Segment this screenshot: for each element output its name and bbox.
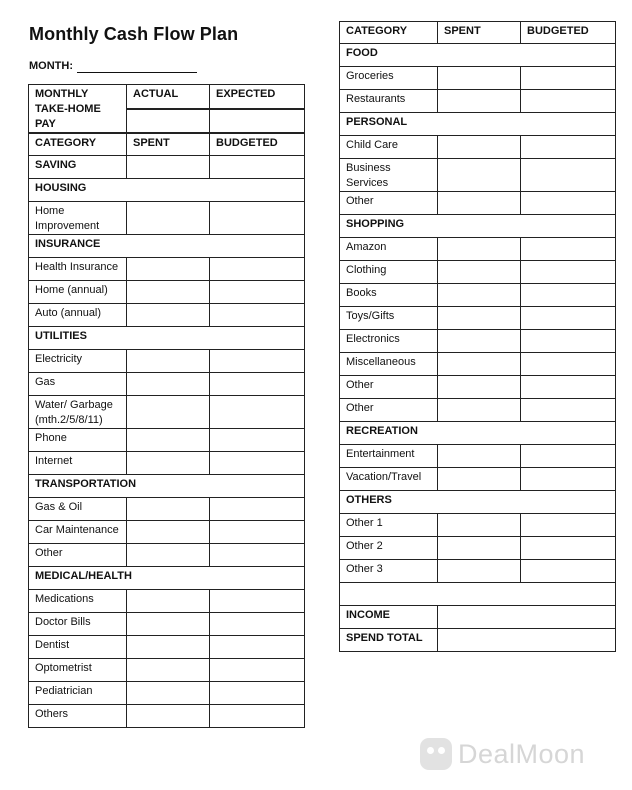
category-label: Others <box>29 705 127 728</box>
budgeted-cell[interactable] <box>521 159 616 192</box>
category-label: Books <box>340 284 438 307</box>
budget-row-other-1 <box>340 514 616 537</box>
budget-row-miscellaneous <box>340 353 616 376</box>
spent-header: SPENT <box>438 22 521 44</box>
expected-header: EXPECTED <box>210 85 305 110</box>
budget-row-water-garbage-mth-2-5-8-11 <box>29 396 305 429</box>
right-column-headers <box>340 22 616 44</box>
category-label: Doctor Bills <box>29 613 127 636</box>
section-label: TRANSPORTATION <box>29 475 305 498</box>
budgeted-cell[interactable] <box>210 659 305 682</box>
category-label: SPEND TOTAL <box>340 629 438 652</box>
category-label: SAVING <box>29 156 127 179</box>
right-budget-table <box>339 21 616 652</box>
spent-cell[interactable] <box>438 376 521 399</box>
budget-row-toys-gifts <box>340 307 616 330</box>
spent-cell[interactable] <box>438 399 521 422</box>
budgeted-cell[interactable] <box>210 613 305 636</box>
page-title: Monthly Cash Flow Plan <box>29 24 239 44</box>
budget-row-other <box>340 399 616 422</box>
budgeted-cell[interactable] <box>210 521 305 544</box>
spent-cell[interactable] <box>127 590 210 613</box>
category-label: Water/ Garbage (mth.2/5/8/11) <box>29 396 127 429</box>
section-row-food <box>340 44 616 67</box>
budget-row-health-insurance <box>29 258 305 281</box>
category-label: Electricity <box>29 350 127 373</box>
budgeted-cell[interactable] <box>521 468 616 491</box>
spent-cell[interactable] <box>127 258 210 281</box>
budgeted-cell[interactable] <box>210 590 305 613</box>
budget-row-phone <box>29 429 305 452</box>
category-label: Miscellaneous <box>340 353 438 376</box>
category-label: Home (annual) <box>29 281 127 304</box>
category-label: Pediatrician <box>29 682 127 705</box>
category-label: Other <box>29 544 127 567</box>
month-label: MONTH: <box>29 60 73 72</box>
category-label: Dentist <box>29 636 127 659</box>
category-label: Entertainment <box>340 445 438 468</box>
category-header: CATEGORY <box>340 22 438 44</box>
budgeted-cell[interactable] <box>210 258 305 281</box>
category-label: Toys/Gifts <box>340 307 438 330</box>
budget-row-other <box>29 544 305 567</box>
actual-header: ACTUAL <box>127 85 210 110</box>
spent-cell[interactable] <box>127 659 210 682</box>
month-input-line[interactable] <box>77 72 197 73</box>
budget-row-home-improvement <box>29 202 305 235</box>
spent-cell[interactable] <box>127 281 210 304</box>
section-row-utilities <box>29 327 305 350</box>
spent-cell[interactable] <box>127 452 210 475</box>
spent-cell[interactable] <box>438 445 521 468</box>
budget-row-doctor-bills <box>29 613 305 636</box>
spent-header: SPENT <box>127 133 210 156</box>
spent-cell[interactable] <box>127 304 210 327</box>
section-label: HOUSING <box>29 179 305 202</box>
category-label: Electronics <box>340 330 438 353</box>
budgeted-cell[interactable] <box>210 498 305 521</box>
category-label: Internet <box>29 452 127 475</box>
budget-row-other-2 <box>340 537 616 560</box>
left-budget-table <box>28 84 305 728</box>
spent-cell[interactable] <box>127 636 210 659</box>
actual-pay-cell[interactable] <box>127 109 210 133</box>
budget-row-child-care <box>340 136 616 159</box>
budgeted-cell[interactable] <box>521 376 616 399</box>
category-label: Other <box>340 376 438 399</box>
spent-cell[interactable] <box>438 136 521 159</box>
budgeted-cell[interactable] <box>521 330 616 353</box>
spent-cell[interactable] <box>127 156 210 179</box>
budget-row-books <box>340 284 616 307</box>
budget-row-spend-total <box>340 629 616 652</box>
category-header: CATEGORY <box>29 133 127 156</box>
budget-row-restaurants <box>340 90 616 113</box>
section-row-medical-health <box>29 567 305 590</box>
category-label: Health Insurance <box>29 258 127 281</box>
amount-cell[interactable] <box>438 629 616 652</box>
section-label: INSURANCE <box>29 235 305 258</box>
spent-cell[interactable] <box>127 429 210 452</box>
budget-row-saving <box>29 156 305 179</box>
spent-cell[interactable] <box>127 544 210 567</box>
budgeted-cell[interactable] <box>521 90 616 113</box>
budgeted-cell[interactable] <box>521 238 616 261</box>
section-label <box>340 583 616 606</box>
budgeted-cell[interactable] <box>210 281 305 304</box>
budget-row-gas <box>29 373 305 396</box>
spent-cell[interactable] <box>127 613 210 636</box>
budgeted-header: BUDGETED <box>210 133 305 156</box>
budgeted-cell[interactable] <box>521 537 616 560</box>
spent-cell[interactable] <box>438 67 521 90</box>
section-label: UTILITIES <box>29 327 305 350</box>
category-label: Vacation/Travel <box>340 468 438 491</box>
spent-cell[interactable] <box>438 261 521 284</box>
category-label: Auto (annual) <box>29 304 127 327</box>
section-row-shopping <box>340 215 616 238</box>
budget-row-clothing <box>340 261 616 284</box>
budget-row-other <box>340 192 616 215</box>
budgeted-cell[interactable] <box>210 304 305 327</box>
section-label: MEDICAL/HEALTH <box>29 567 305 590</box>
category-label: Gas <box>29 373 127 396</box>
category-label: Other <box>340 192 438 215</box>
budget-row-car-maintenance <box>29 521 305 544</box>
category-label: Child Care <box>340 136 438 159</box>
spent-cell[interactable] <box>438 330 521 353</box>
budget-row-auto-annual <box>29 304 305 327</box>
spent-cell[interactable] <box>438 353 521 376</box>
budgeted-cell[interactable] <box>521 560 616 583</box>
spent-cell[interactable] <box>438 284 521 307</box>
spent-cell[interactable] <box>438 468 521 491</box>
spent-cell[interactable] <box>127 350 210 373</box>
category-label: Medications <box>29 590 127 613</box>
budgeted-cell[interactable] <box>521 261 616 284</box>
category-label: Other <box>340 399 438 422</box>
budget-row-vacation-travel <box>340 468 616 491</box>
section-label: OTHERS <box>340 491 616 514</box>
budget-row-gas-oil <box>29 498 305 521</box>
budget-row-electricity <box>29 350 305 373</box>
category-label: Optometrist <box>29 659 127 682</box>
section-label: RECREATION <box>340 422 616 445</box>
budgeted-cell[interactable] <box>521 192 616 215</box>
budgeted-cell[interactable] <box>210 350 305 373</box>
category-label: Restaurants <box>340 90 438 113</box>
budgeted-cell[interactable] <box>210 396 305 429</box>
category-label: Groceries <box>340 67 438 90</box>
spent-cell[interactable] <box>127 396 210 429</box>
budgeted-cell[interactable] <box>521 514 616 537</box>
budgeted-cell[interactable] <box>210 429 305 452</box>
budgeted-cell[interactable] <box>210 544 305 567</box>
budgeted-cell[interactable] <box>210 682 305 705</box>
budgeted-cell[interactable] <box>521 445 616 468</box>
expected-pay-cell[interactable] <box>210 109 305 133</box>
spent-cell[interactable] <box>127 521 210 544</box>
budget-row-home-annual <box>29 281 305 304</box>
section-row-transportation <box>29 475 305 498</box>
budget-row-other-3 <box>340 560 616 583</box>
category-label: Car Maintenance <box>29 521 127 544</box>
budget-row-amazon <box>340 238 616 261</box>
dealmoon-watermark <box>420 738 585 770</box>
budget-row-dentist <box>29 636 305 659</box>
budgeted-cell[interactable] <box>210 202 305 235</box>
spent-cell[interactable] <box>438 159 521 192</box>
spent-cell[interactable] <box>438 192 521 215</box>
category-label: Gas & Oil <box>29 498 127 521</box>
take-home-pay-row <box>29 85 305 110</box>
budgeted-cell[interactable] <box>210 452 305 475</box>
take-home-pay-label: MONTHLY TAKE-HOME PAY <box>29 85 127 134</box>
category-label: INCOME <box>340 606 438 629</box>
section-row-others <box>340 491 616 514</box>
budget-row-optometrist <box>29 659 305 682</box>
budgeted-cell[interactable] <box>210 705 305 728</box>
section-row-personal <box>340 113 616 136</box>
section-row-blank <box>340 583 616 606</box>
budget-row-others <box>29 705 305 728</box>
section-row-recreation <box>340 422 616 445</box>
amount-cell[interactable] <box>438 606 616 629</box>
budgeted-cell[interactable] <box>210 636 305 659</box>
budgeted-cell[interactable] <box>210 373 305 396</box>
spent-cell[interactable] <box>127 202 210 235</box>
budgeted-cell[interactable] <box>521 307 616 330</box>
budget-row-groceries <box>340 67 616 90</box>
spent-cell[interactable] <box>438 537 521 560</box>
watermark-text: DealMoon <box>458 738 586 769</box>
budget-row-other <box>340 376 616 399</box>
category-label: Amazon <box>340 238 438 261</box>
spent-cell[interactable] <box>438 307 521 330</box>
section-label: SHOPPING <box>340 215 616 238</box>
budgeted-cell[interactable] <box>521 353 616 376</box>
category-label: Other 2 <box>340 537 438 560</box>
budgeted-cell[interactable] <box>210 156 305 179</box>
category-label: Other 3 <box>340 560 438 583</box>
spent-cell[interactable] <box>438 560 521 583</box>
spent-cell[interactable] <box>438 238 521 261</box>
budget-row-medications <box>29 590 305 613</box>
spent-cell[interactable] <box>438 90 521 113</box>
spent-cell[interactable] <box>127 373 210 396</box>
category-label: Home Improvement <box>29 202 127 235</box>
dealmoon-logo-icon <box>420 738 452 770</box>
section-label: PERSONAL <box>340 113 616 136</box>
budgeted-cell[interactable] <box>521 399 616 422</box>
budget-row-pediatrician <box>29 682 305 705</box>
budget-row-electronics <box>340 330 616 353</box>
spent-cell[interactable] <box>438 514 521 537</box>
section-label: FOOD <box>340 44 616 67</box>
category-label: Phone <box>29 429 127 452</box>
budgeted-cell[interactable] <box>521 284 616 307</box>
budget-row-business-services <box>340 159 616 192</box>
budget-row-income <box>340 606 616 629</box>
budgeted-header: BUDGETED <box>521 22 616 44</box>
category-label: Clothing <box>340 261 438 284</box>
budgeted-cell[interactable] <box>521 136 616 159</box>
category-label: Business Services <box>340 159 438 192</box>
spent-cell[interactable] <box>127 682 210 705</box>
budget-row-entertainment <box>340 445 616 468</box>
spent-cell[interactable] <box>127 705 210 728</box>
budgeted-cell[interactable] <box>521 67 616 90</box>
section-row-insurance <box>29 235 305 258</box>
left-column-headers <box>29 133 305 156</box>
budget-row-internet <box>29 452 305 475</box>
section-row-housing <box>29 179 305 202</box>
spent-cell[interactable] <box>127 498 210 521</box>
category-label: Other 1 <box>340 514 438 537</box>
